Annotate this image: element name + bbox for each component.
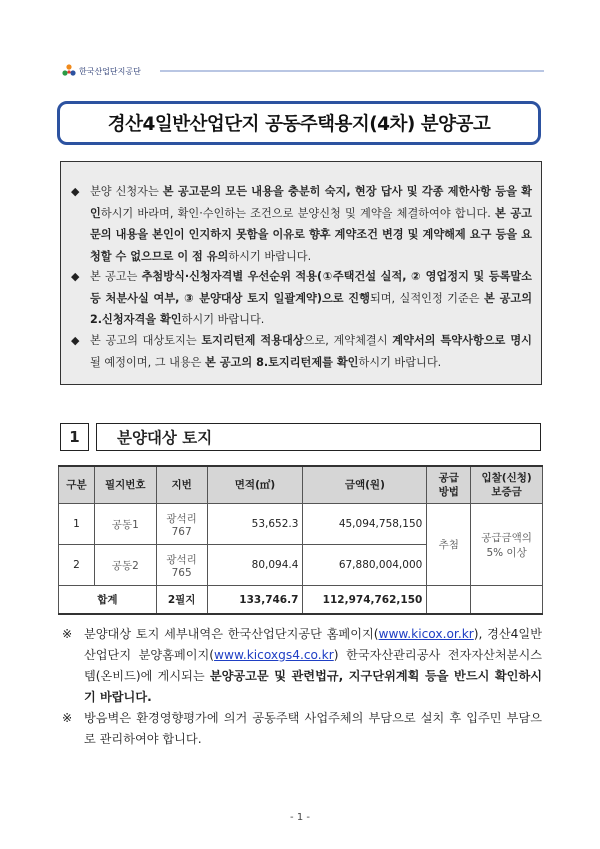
cell-lot: 광석리 765 (156, 545, 207, 586)
cell-price: 45,094,758,150 (303, 504, 427, 545)
cell-parcel: 공동1 (94, 504, 156, 545)
cell-price: 67,880,004,000 (303, 545, 427, 586)
title-box (57, 101, 541, 145)
table-header-row (59, 466, 543, 504)
kicox-link[interactable]: www.kicox.or.kr (378, 627, 474, 641)
cell-method: 추첨 (427, 504, 471, 586)
org-logo (62, 60, 158, 82)
col-header-parcel: 필지번호 (94, 466, 156, 504)
footnote-2: ※ 방음벽은 환경영향평가에 의거 공동주택 사업주체의 부담으로 설치 후 입주민 부담으로 관리하여야 합니다. (62, 708, 542, 750)
notice-box (60, 161, 542, 385)
notice-item-1: ◆ 분양 신청자는 본 공고문의 모든 내용을 충분히 숙지, 현장 답사 및 각종 제한사항 등을 확인하시기 바라며, 확인·수인하는 조건으로 분양신청 및 계약을 체결하여야 합니다. 본 공고문의 내용을 본인이 인지하지 못함을 이유로 향후 계약조건 변경 및 계약해제 요구 등을 요청할 수 없으므로 이 점 유의하시기 바랍니다. (90, 181, 532, 267)
cell-deposit: 공급금액의 5% 이상 (471, 504, 543, 586)
diamond-bullet-icon: ◆ (71, 270, 80, 283)
diamond-bullet-icon: ◆ (71, 334, 80, 347)
total-count: 2필지 (156, 586, 207, 615)
cell-lot: 광석리 767 (156, 504, 207, 545)
reference-mark-icon: ※ (62, 711, 73, 725)
total-label: 합계 (59, 586, 157, 615)
table-total-row (59, 586, 543, 615)
total-blank-deposit (471, 586, 543, 615)
notice-item-3: ◆ 본 공고의 대상토지는 토지리턴제 적용대상으로, 계약체결시 계약서의 특약사항으로 명시될 예정이며, 그 내용은 본 공고의 8.토지리턴제를 확인하시기 바랍니다. (90, 330, 532, 373)
diamond-bullet-icon: ◆ (71, 185, 80, 198)
col-header-area: 면적(㎡) (207, 466, 303, 504)
kicoxgs4-link[interactable]: www.kicoxgs4.co.kr (214, 648, 334, 662)
land-table (58, 465, 543, 615)
table-row (59, 504, 543, 545)
cell-no: 1 (59, 504, 95, 545)
notice-item-2: ◆ 본 공고는 추첨방식·신청자격별 우선순위 적용(①주택건설 실적, ② 영업정지 및 등록말소 등 처분사실 여부, ③ 분양대상 토지 일괄계약)으로 진행되며, 실적인정 기준은 본 공고의 2.신청자격을 확인하시기 바랍니다. (90, 266, 532, 331)
section-title: 분양대상 토지 (96, 423, 541, 451)
cell-no: 2 (59, 545, 95, 586)
col-header-lot: 지번 (156, 466, 207, 504)
cell-area: 80,094.4 (207, 545, 303, 586)
page-title: 경산4일반산업단지 공동주택용지(4차) 분양공고 (107, 114, 491, 135)
total-area: 133,746.7 (207, 586, 303, 615)
col-header-deposit: 입찰(신청) 보증금 (471, 466, 543, 504)
col-header-no: 구분 (59, 466, 95, 504)
reference-mark-icon: ※ (62, 627, 73, 641)
total-blank-method (427, 586, 471, 615)
footnote-1: ※ 분양대상 토지 세부내역은 한국산업단지공단 홈페이지(www.kicox.or.kr), 경산4일반산업단지 분양홈페이지(www.kicoxgs4.co.kr) 한국자산관리공사 전자자산처분시스템(온비드)에 게시되는 분양공고문 및 관련법규, 지구단위계획 등을 반드시 확인하시기 바랍니다. (62, 624, 542, 708)
page-number: - 1 - (290, 812, 310, 823)
cell-parcel: 공동2 (94, 545, 156, 586)
col-header-method: 공급 방법 (427, 466, 471, 504)
section-number: 1 (60, 423, 89, 451)
col-header-price: 금액(원) (303, 466, 427, 504)
org-name: 한국산업단지공단 (79, 66, 141, 76)
cell-area: 53,652.3 (207, 504, 303, 545)
org-logo-icon (62, 64, 76, 78)
total-price: 112,974,762,150 (303, 586, 427, 615)
header-divider (160, 70, 544, 72)
